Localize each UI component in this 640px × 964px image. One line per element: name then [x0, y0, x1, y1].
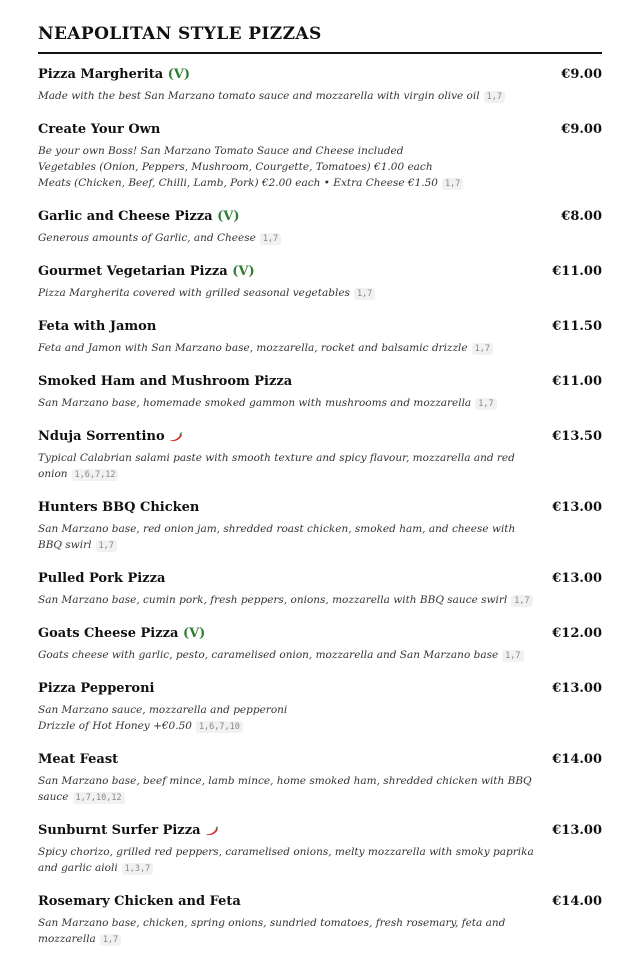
menu-item-header	[38, 121, 602, 139]
allergen-codes: 1,7	[502, 650, 523, 662]
menu-item	[38, 751, 602, 806]
item-price: €13.00	[552, 823, 602, 838]
menu-header	[38, 24, 602, 54]
vegetarian-badge: (V)	[217, 209, 240, 224]
menu-item	[38, 121, 602, 192]
item-name: Pulled Pork Pizza	[38, 571, 166, 586]
item-name: Smoked Ham and Mushroom Pizza	[38, 374, 293, 389]
description-line: Drizzle of Hot Honey +€0.50 1,6,7,10	[38, 718, 542, 735]
menu-item-list	[38, 66, 602, 964]
item-name-wrap	[38, 373, 292, 391]
item-description	[38, 230, 602, 247]
item-name: Sunburnt Surfer Pizza	[38, 823, 201, 838]
item-description	[38, 285, 602, 302]
allergen-codes: 1,7,10,12	[73, 792, 125, 804]
item-price: €13.00	[552, 571, 602, 586]
item-name: Goats Cheese Pizza	[38, 626, 179, 641]
description-line: Made with the best San Marzano tomato sauce and mozzarella with virgin olive oil 1,7	[38, 88, 542, 105]
item-name-wrap	[38, 66, 190, 84]
allergen-codes: 1,7	[96, 540, 117, 552]
menu-item-header	[38, 680, 602, 698]
allergen-codes: 1,7	[484, 91, 505, 103]
item-price: €11.50	[552, 319, 602, 334]
menu-item-header	[38, 263, 602, 281]
item-price: €13.00	[552, 500, 602, 515]
menu-item-header	[38, 499, 602, 517]
description-line: Spicy chorizo, grilled red peppers, caramelised onions, melty mozzarella with smoky paprika and garlic aioli 1,3,7	[38, 846, 534, 874]
item-description	[38, 592, 602, 609]
item-name: Pizza Pepperoni	[38, 681, 155, 696]
menu-item	[38, 208, 602, 247]
item-description	[38, 773, 602, 806]
menu-item-header	[38, 625, 602, 643]
item-name-wrap	[38, 570, 165, 588]
allergen-codes: 1,7	[475, 398, 496, 410]
menu-item	[38, 570, 602, 609]
item-price: €13.00	[552, 681, 602, 696]
item-name: Create Your Own	[38, 122, 161, 137]
allergen-codes: 1,7	[442, 178, 463, 190]
item-name-wrap	[38, 893, 241, 911]
description-line: San Marzano sauce, mozzarella and pepperoni	[38, 704, 288, 716]
description-line: Generous amounts of Garlic, and Cheese 1,7	[38, 230, 542, 247]
item-name-wrap	[38, 822, 219, 840]
menu-item-header	[38, 893, 602, 911]
menu-item	[38, 625, 602, 664]
menu-item	[38, 428, 602, 483]
menu-item-header	[38, 66, 602, 84]
item-description	[38, 702, 602, 735]
vegetarian-badge: (V)	[182, 626, 206, 641]
menu-item-header	[38, 428, 602, 446]
item-description	[38, 450, 602, 483]
menu-item	[38, 893, 602, 948]
item-name: Meat Feast	[38, 752, 119, 767]
item-description	[38, 395, 602, 412]
item-description	[38, 521, 602, 554]
menu-item	[38, 66, 602, 105]
item-name: Feta with Jamon	[38, 319, 157, 334]
menu-item-header	[38, 570, 602, 588]
allergen-codes: 1,7	[260, 233, 281, 245]
item-description	[38, 915, 602, 948]
item-name-wrap	[38, 751, 118, 769]
description-line: San Marzano base, chicken, spring onions, sundried tomatoes, fresh rosemary, feta and mozzarella 1,7	[38, 917, 506, 945]
item-description	[38, 844, 602, 877]
description-line: Vegetables (Onion, Peppers, Mushroom, Courgette, Tomatoes) €1.00 each	[38, 161, 433, 173]
menu-item	[38, 263, 602, 302]
chili-pepper-icon	[205, 826, 219, 836]
allergen-codes: 1,7	[511, 595, 532, 607]
description-line: San Marzano base, red onion jam, shredded roast chicken, smoked ham, and cheese with BBQ swirl 1,7	[38, 523, 516, 551]
item-name-wrap	[38, 625, 205, 643]
item-name-wrap	[38, 121, 160, 139]
item-name-wrap	[38, 208, 239, 226]
menu-item	[38, 822, 602, 877]
item-price: €8.00	[561, 209, 602, 224]
item-price: €9.00	[561, 67, 602, 82]
item-name: Rosemary Chicken and Feta	[38, 894, 241, 909]
item-price: €9.00	[561, 122, 602, 137]
item-name: Nduja Sorrentino	[38, 429, 165, 444]
description-line: San Marzano base, beef mince, lamb mince, home smoked ham, shredded chicken with BBQ sauce 1,7,10,12	[38, 775, 532, 803]
item-price: €14.00	[552, 752, 602, 767]
description-line: San Marzano base, cumin pork, fresh peppers, onions, mozzarella with BBQ sauce swirl 1,7	[38, 592, 542, 609]
item-description	[38, 143, 602, 192]
item-description	[38, 88, 602, 105]
description-line: Typical Calabrian salami paste with smooth texture and spicy flavour, mozzarella and red onion 1,6,7,12	[38, 452, 515, 480]
description-line: San Marzano base, homemade smoked gammon with mushrooms and mozzarella 1,7	[38, 395, 542, 412]
description-line: Meats (Chicken, Beef, Chilli, Lamb, Pork) €2.00 each • Extra Cheese €1.50 1,7	[38, 175, 542, 192]
item-name: Gourmet Vegetarian Pizza	[38, 264, 228, 279]
item-price: €11.00	[552, 264, 602, 279]
item-name-wrap	[38, 428, 183, 446]
description-line: Be your own Boss! San Marzano Tomato Sauce and Cheese included	[38, 145, 404, 157]
item-description	[38, 647, 602, 664]
description-line: Pizza Margherita covered with grilled seasonal vegetables 1,7	[38, 285, 542, 302]
menu-item	[38, 373, 602, 412]
menu-item	[38, 318, 602, 357]
vegetarian-badge: (V)	[167, 67, 191, 82]
item-price: €11.00	[552, 374, 602, 389]
item-description	[38, 340, 602, 357]
menu-item-header	[38, 208, 602, 226]
vegetarian-badge: (V)	[232, 264, 255, 279]
section-title: NEAPOLITAN STYLE PIZZAS	[38, 24, 322, 44]
chili-pepper-icon	[169, 432, 183, 442]
allergen-codes: 1,6,7,12	[72, 469, 119, 481]
menu-item-header	[38, 822, 602, 840]
item-name-wrap	[38, 499, 199, 517]
item-price: €14.00	[552, 894, 602, 909]
item-price: €13.50	[552, 429, 602, 444]
menu-item	[38, 499, 602, 554]
allergen-codes: 1,7	[472, 343, 493, 355]
item-name-wrap	[38, 263, 255, 281]
item-name: Hunters BBQ Chicken	[38, 500, 200, 515]
description-line: Feta and Jamon with San Marzano base, mozzarella, rocket and balsamic drizzle 1,7	[38, 340, 542, 357]
menu-item-header	[38, 751, 602, 769]
item-name: Garlic and Cheese Pizza	[38, 209, 213, 224]
item-price: €12.00	[552, 626, 602, 641]
allergen-codes: 1,6,7,10	[196, 721, 243, 733]
item-name-wrap	[38, 318, 156, 336]
allergen-codes: 1,7	[100, 934, 121, 946]
menu-item	[38, 680, 602, 735]
item-name-wrap	[38, 680, 155, 698]
allergen-codes: 1,3,7	[122, 863, 154, 875]
item-name: Pizza Margherita	[38, 67, 164, 82]
allergen-codes: 1,7	[354, 288, 375, 300]
description-line: Goats cheese with garlic, pesto, caramelised onion, mozzarella and San Marzano base 1,7	[38, 647, 542, 664]
menu-item-header	[38, 373, 602, 391]
menu-item-header	[38, 318, 602, 336]
